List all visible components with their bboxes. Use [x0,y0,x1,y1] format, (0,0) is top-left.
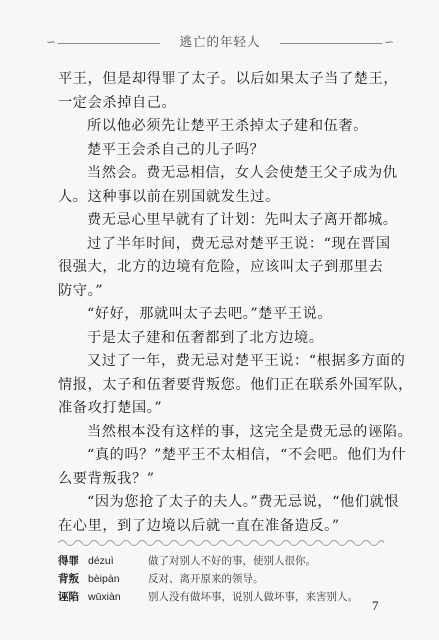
text-line: 楚平王会杀自己的儿子吗？ [87,141,265,158]
text-line: 人。这种事以前在别国就发生过。 [58,188,280,205]
text-line: 平王，但是却得罪了太子。以后如果太子当了楚王， [58,71,399,87]
text-line: 于是太子建和伍奢都到了北方边境。 [87,329,324,346]
note-definition: 反对、离开原来的领导。 [148,573,264,585]
body-text [58,68,413,538]
page-number: 7 [372,598,379,613]
note-definition: 别人没有做坏事，说别人做坏事，来害别人。 [148,591,358,603]
notes-divider [58,536,384,550]
text-line: “好好，那就叫太子去吧。”楚平王说。 [87,306,333,322]
text-line: 当然会。费无忌相信，女人会使楚王父子成为仇 [87,165,398,181]
text-line: “因为您抢了太子的夫人。”费无忌说，“他们就恨 [87,494,400,510]
note-term: 诬陷 [58,591,79,603]
ornament-right-icon: ∽ [384,35,395,49]
text-line: 又过了一年，费无忌对楚平王说：“根据多方面的 [87,353,406,369]
note-term: 背叛 [58,573,79,585]
text-line: 所以他必须先让楚平王杀掉太子建和伍奢。 [87,118,368,134]
header-rule-right [280,43,382,44]
text-line: 费无忌心里早就有了计划：先叫太子离开都城。 [87,212,398,228]
text-line: 一定会杀掉自己。 [58,94,177,111]
vocabulary-notes [58,552,398,606]
note-entry [58,570,398,588]
text-line: 很强大，北方的边境有危险，应该叫太子到那里去 [58,259,384,275]
note-entry [58,552,398,570]
chapter-title: 逃亡的年轻人 [179,34,261,49]
header-rule-left [58,43,160,44]
note-pinyin: dézuì [88,555,114,567]
text-line: “真的吗？”楚平王不太相信，“不会吧。他们为什 [87,447,407,463]
text-line: 准备攻打楚国。” [58,400,163,416]
ornament-left-icon: ∽ [46,35,57,49]
running-header [0,26,439,56]
note-pinyin: wūxiàn [88,591,121,603]
note-entry [58,588,398,606]
note-pinyin: bèipàn [88,573,120,585]
text-line: 过了半年时间，费无忌对楚平王说：“现在晋国 [87,235,391,252]
note-definition: 做了对别人不好的事，使别人很你。 [148,555,316,567]
text-line: 防守。” [58,282,104,299]
note-term: 得罪 [58,555,79,567]
text-line: 在心里，到了边境以后就一直在准备造反。” [58,517,340,534]
text-line: 么要背叛我？” [58,470,155,487]
text-line: 情报，太子和伍奢要背叛您。他们正在联系外国军队， [58,376,413,393]
text-line: 当然根本没有这样的事，这完全是费无忌的诬陷。 [87,423,413,440]
